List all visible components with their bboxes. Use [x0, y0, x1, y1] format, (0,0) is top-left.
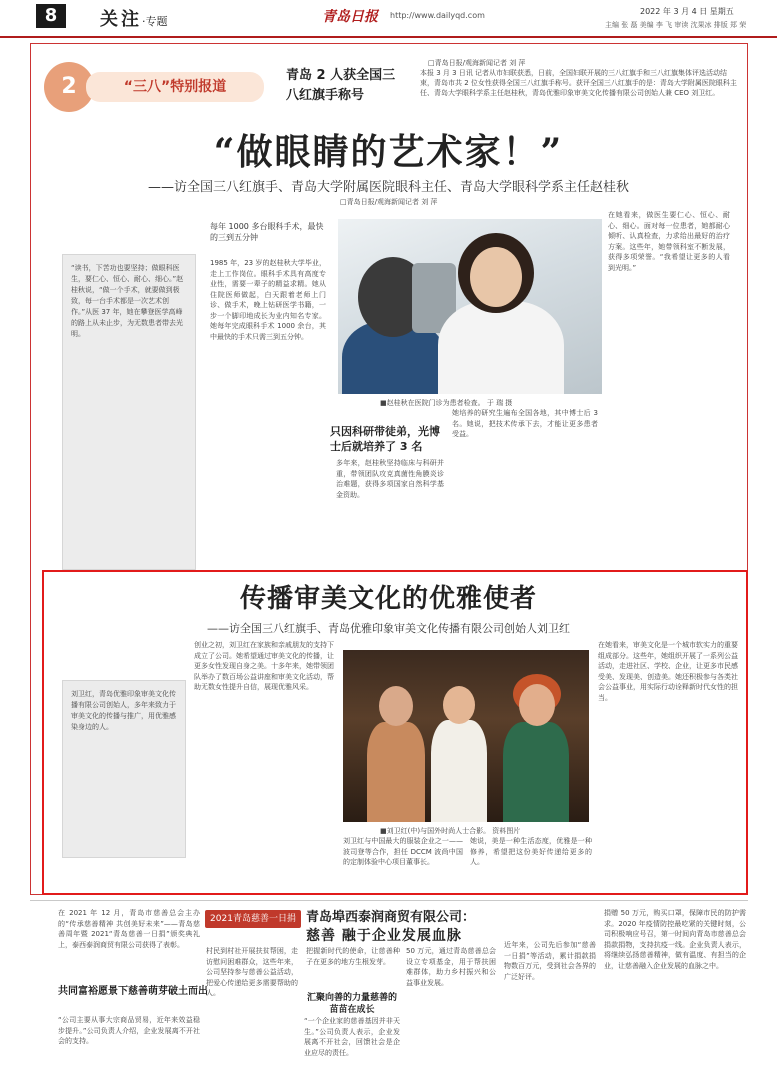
photo-caption: ■赵桂秋在医院门诊为患者检查。 于 瑞 摄	[380, 399, 513, 407]
advert-column: 近年来，公司先后参加“慈善一日捐”等活动，累计捐款捐物数百万元，受到社会各界的广泛好评。	[504, 941, 596, 981]
special-report-label: “三八”特别报道	[86, 72, 264, 102]
profile-sidebar	[62, 254, 196, 570]
sidebar-text: 刘卫红，青岛优雅印象审美文化传播有限公司创始人，多年来致力于审美文化的传播与推广，用优雅感染身边的人。	[71, 690, 176, 731]
article-subtitle: ——访全国三八红旗手、青岛大学附属医院眼科主任、青岛大学眼科学系主任赵桂秋	[147, 180, 629, 195]
person-right-head	[519, 684, 555, 726]
editor-credits: 主编 张 磊 美编 李 飞 审读 沈果冰 排版 郑 荣	[605, 21, 747, 29]
advert-column: 捐赠 50 万元，购买口罩，保障市民的防护需求。2020 年疫情防控最吃紧的关键时刻，公司积极响应号召，第一时间向青岛市慈善总会捐款捐物，支持抗疫一线。企业负责人表示，将继续弘扬慈善精神，做有温度、有担当的企业，让慈善融入企业发展的血脉之中。	[604, 909, 746, 970]
person-left-head	[379, 686, 413, 726]
profile-sidebar	[62, 680, 186, 858]
masthead	[0, 0, 777, 38]
article-column: 在她看来，审美文化是一个城市软实力的重要组成部分。这些年，她组织开展了一系列公益活动，走进社区、学校、企业，让更多市民感受美、发现美、创造美。她还积极参与各类社会公益事业，用实际行动诠释新时代女性的担当。	[598, 641, 738, 702]
page-number: 8	[36, 4, 66, 28]
issue-date: 2022 年 3 月 4 日 星期五	[640, 7, 734, 16]
news-brief: 本报 3 月 3 日讯 记者从市妇联获悉，日前，全国妇联开展的三八红旗手和三八红旗集体评选活动结束，青岛市共 2 位女性获得全国三八红旗手称号。获评全国三八红旗手的是：青岛大学附属医院眼科主任、青岛大学眼科学系主任赵桂秋，青岛优雅印象审美文化传播有限公司创始人兼 CEO 刘卫红。	[420, 69, 737, 97]
advert-subheading: 共同富裕愿景下慈善萌芽破土而出	[58, 986, 208, 997]
advert-subheading: 汇聚向善的力量慈善的苗苗在成长	[306, 993, 397, 1015]
article-subtitle: ——访全国三八红旗手、青岛优雅印象审美文化传播有限公司创始人刘卫红	[207, 622, 570, 635]
pull-quote: 每年 1000 多台眼科手术，最快的三到五分钟	[210, 222, 324, 242]
advert-column: 在 2021 年 12 月，青岛市慈善总会主办的“传承慈善精神 共创美好未来”——青岛慈善周年暨 2021“青岛慈善一日捐”颁奖典礼上，泰西泰润商贸有限公司获得了表彰。	[58, 909, 200, 949]
article-column: 她说，美是一种生活态度，优雅是一种修养，希望把这份美好传递给更多的人。	[470, 837, 592, 866]
person-right	[503, 722, 569, 822]
charity-tag: 2021青岛慈善一日捐	[205, 910, 301, 928]
person-left	[367, 722, 425, 822]
person-center	[431, 720, 487, 822]
person-center-head	[443, 686, 475, 724]
section-title	[100, 5, 168, 31]
advert-column: “一个企业家的慈善基因并非天生。”公司负责人表示，企业发展离不开社会，回馈社会是企业应尽的责任。	[304, 1017, 400, 1057]
advert-slogan: 慈善 融于企业发展血脉	[306, 928, 462, 944]
article-column: 多年来，赵桂秋坚持临床与科研并重，带领团队攻克真菌性角膜炎诊治难题，获得多项国家自然科学基金资助。	[336, 459, 444, 499]
section-name: 关注	[100, 9, 142, 30]
newspaper-logo: 青岛日报	[322, 9, 378, 25]
photo-caption: ■刘卫红(中)与国外时尚人士合影。 资料图片	[380, 827, 521, 835]
article-column: 在她看来，做医生要仁心、恒心、耐心、细心。面对每一位患者，她都耐心倾听、认真检查，力求给出最好的治疗方案。这些年，她带领科室不断发展，获得多项荣誉。“我希望让更多的人看到光明。”	[608, 211, 730, 272]
advert-column: “公司主要从事大宗商品贸易，近年来效益稳步提升。”公司负责人介绍，企业发展离不开社会的支持。	[58, 1016, 200, 1045]
advert-column: 50 万元，通过青岛慈善总会设立专项基金，用于帮扶困难群体，助力乡村振兴和公益事业发展。	[406, 947, 496, 987]
group-photo	[343, 650, 589, 822]
sidebar-text: “读书，下苦功也要坚持；做眼科医生，要仁心、恒心、耐心、细心。”赵桂秋说，“做一个手术，就要做到极致，每一台手术都是一次艺术创作。”从医 37 年，她在攀登医学高峰的路上从未止步，为无数患者带去光明。	[71, 264, 184, 338]
section-sub: ·专题	[142, 15, 168, 28]
doctor-photo	[338, 219, 602, 394]
article-column: 她培养的研究生遍布全国各地，其中博士后 3 名。她说，把技术传承下去，才能让更多患者受益。	[452, 409, 598, 438]
advert-column: 村民到村社开展扶贫帮困，走访慰问困难群众，这些年来，公司坚持参与慈善公益活动，把爱心传递给更多需要帮助的人。	[206, 947, 298, 997]
article-column: 1985 年，23 岁的赵桂秋大学毕业，走上工作岗位。眼科手术具有高度专业性，需要一辈子的精益求精。她从住院医师做起，白天跟着老师上门诊、做手术，晚上钻研医学书籍，一步一个脚印地成长为业内知名专家。她每年完成眼科手术 1000 余台，其中最快的手术只需三到五分钟。	[210, 259, 326, 341]
article-title: 传播审美文化的优雅使者	[239, 584, 537, 614]
article-column: 创业之初，刘卫红在家族和亲戚朋友的支持下成立了公司。她希望通过审美文化的传播，让更多女性发现自身之美。十多年来，她带领团队举办了数百场公益讲座和审美文化活动，帮助无数女性提升自信，展现优雅风采。	[194, 641, 334, 691]
special-report-badge	[44, 58, 264, 114]
news-byline: □青岛日报/观海新闻记者 刘 萍	[428, 59, 526, 67]
advert-company: 青岛埠西泰润商贸有限公司：	[306, 910, 476, 925]
newspaper-url[interactable]: http://www.dailyqd.com	[390, 11, 485, 20]
article-column: 刘卫红与中国最大的服装企业之一——波司登等合作，担任 DCCM 波尚中国的定制体验中心项目董事长。	[343, 837, 463, 866]
advert-column: 把握新时代的使命，让慈善种子在更多的地方生根发芽。	[306, 947, 400, 966]
divider	[30, 900, 748, 901]
news-headline: 青岛 2 人获全国三八红旗手称号	[286, 68, 396, 103]
article-byline: □青岛日报/观海新闻记者 刘 萍	[340, 198, 438, 206]
doctor-face	[470, 247, 522, 307]
section-heading: 只因科研带徒弟，光博士后就培养了 3 名	[330, 424, 448, 454]
doctor-coat	[438, 301, 564, 394]
article-title: “做眼睛的艺术家！”	[213, 131, 564, 173]
number-seal: 2	[44, 62, 94, 112]
